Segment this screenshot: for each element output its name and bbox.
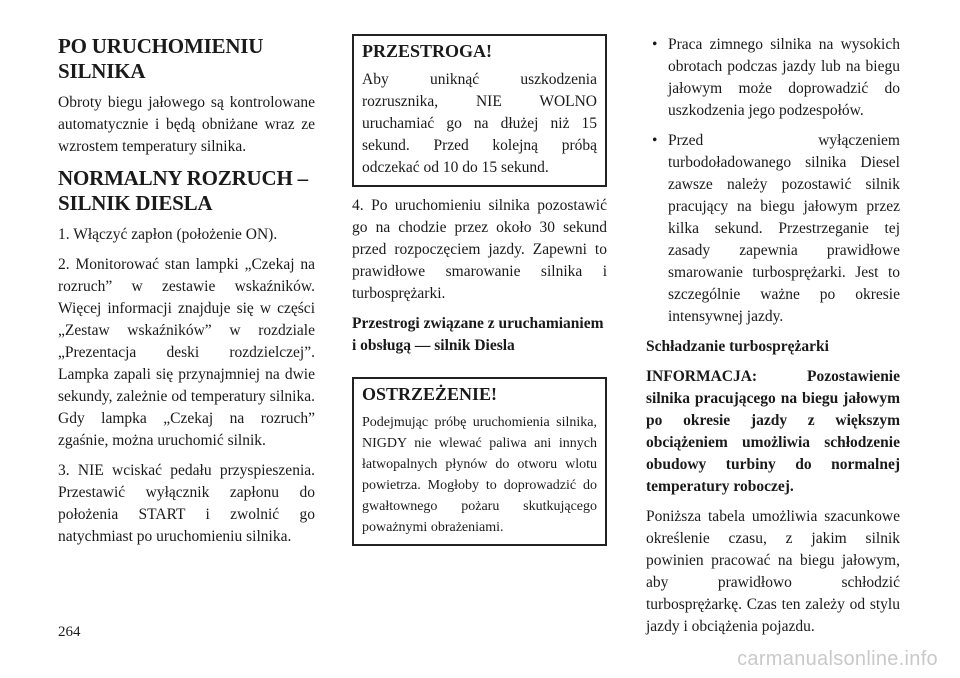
idle-time-paragraph: Poniższa tabela umożliwia szacunkowe określenie czasu, z jakim silnik powinien pracować na biegu jałowym, aby prawidłowo schłodzić turbosprężarkę. Czas ten zależy od stylu jazdy i obciążenia pojazdu.: [646, 508, 900, 635]
section-heading-diesel-start: NORMALNY ROZRUCH – SILNIK DIESLA: [58, 166, 308, 215]
left-column: [58, 34, 315, 556]
step-2: 2. Monitorować stan lampki „Czekaj na rozruch” w zestawie wskaźników. Więcej informacji znajduje się w części „Zestaw wskaźników” w rozdziale „Prezentacja deski rozdzielczej”. Lampka zapali się przynajmniej na dwie sekundy, zależnie od temperatury silnika. Gdy lampka „Czekaj na rozruch” zgaśnie, można uruchomić silnik.: [58, 256, 315, 449]
diesel-cautions-subheading: Przestrogi związane z uruchamianiem i obsługą — silnik Diesla: [352, 315, 604, 354]
middle-column: [352, 34, 607, 554]
step-4: 4. Po uruchomieniu silnika pozostawić go na chodzie przez około 30 sekund przed rozpoczęciem jazdy. Zapewni to prawidłowe smarowanie silnika i turbosprężarki.: [352, 197, 607, 302]
turbo-cooling-heading: Schładzanie turbosprężarki: [646, 338, 829, 355]
warning-text: Podejmując próbę uruchomienia silnika, NIGDY nie wlewać paliwa ani innych łatwopalnych płynów do otworu wlotu powietrza. Mogłoby to doprowadzić do gwałtownego pożaru skutkującego poważnymi obrażeniami.: [362, 415, 597, 535]
warning-box: [352, 377, 607, 546]
step-1: 1. Włączyć zapłon (położenie ON).: [58, 226, 278, 243]
page-number: 264: [58, 624, 81, 640]
caution-bullet-list: [646, 34, 900, 328]
caution-title: PRZESTROGA!: [362, 41, 493, 61]
info-note: INFORMACJA: Pozostawienie silnika pracującego na biegu jałowym po okresie jazdy z większym obciążeniem umożliwia schłodzenie obudowy turbiny do normalnej temperatury roboczej.: [646, 368, 900, 495]
right-column: [646, 34, 900, 646]
bullet-cold-engine: • Praca zimnego silnika na wysokich obrotach podczas jazdy lub na biegu jałowym może doprowadzić do uszkodzenia jego podzespołów.: [646, 34, 900, 122]
caution-text: Aby uniknąć uszkodzenia rozrusznika, NIE WOLNO uruchamiać go na dłużej niż 15 sekund. Przed kolejną próbą odczekać od 10 do 15 sekund.: [362, 71, 597, 176]
warning-title: OSTRZEŻENIE!: [362, 384, 498, 404]
bullet-turbo-shutdown: • Przed wyłączeniem turbodoładowanego silnika Diesel zawsze należy pozostawić silnik pracujący na biegu jałowym przez kilka sekund. Przestrzeganie tej zasady zapewnia prawidłowe smarowanie turbosprężarki. Jest to szczególnie ważne po okresie intensywnej jazdy.: [646, 130, 900, 328]
watermark: carmanualsonline.info: [737, 648, 938, 670]
step-3: 3. NIE wciskać pedału przyspieszenia. Przestawić wyłącznik zapłonu do położenia START i zwolnić go natychmiast po uruchomieniu silnika.: [58, 462, 315, 545]
idle-speed-paragraph: Obroty biegu jałowego są kontrolowane automatycznie i będą obniżane wraz ze wzrostem temperatury silnika.: [58, 94, 315, 155]
section-heading-after-start: PO URUCHOMIENIU SILNIKA: [58, 34, 264, 83]
caution-box: [352, 34, 607, 187]
